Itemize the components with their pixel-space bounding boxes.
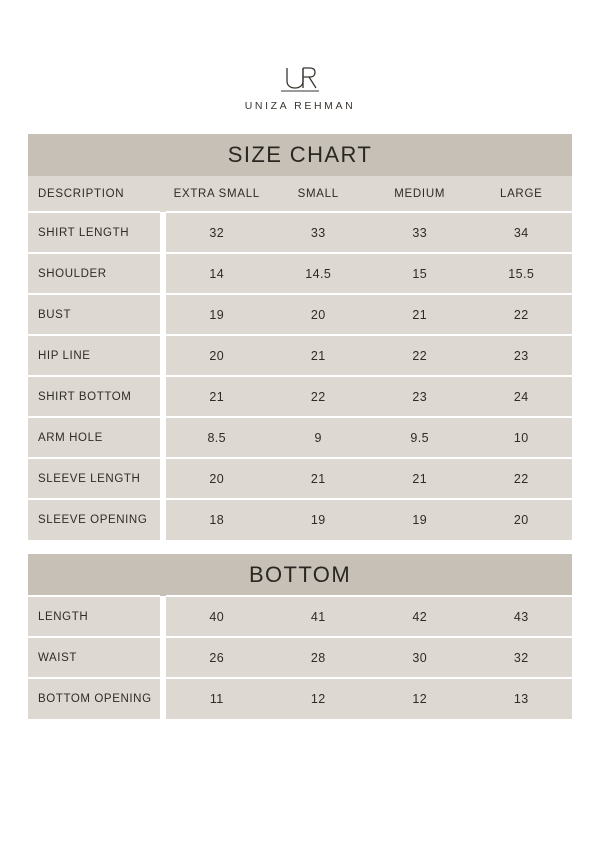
table-body — [28, 134, 572, 719]
row-label: SLEEVE OPENING — [28, 499, 160, 540]
row-value-m: 22 — [369, 335, 470, 376]
row-value-xs: 14 — [166, 253, 267, 294]
row-label: BOTTOM OPENING — [28, 678, 160, 719]
column-header-medium: MEDIUM — [369, 176, 470, 212]
row-value-l: 22 — [470, 294, 572, 335]
column-header-small: SMALL — [267, 176, 368, 212]
table-row — [28, 335, 572, 376]
row-label: LENGTH — [28, 596, 160, 637]
row-value-m: 19 — [369, 499, 470, 540]
row-label: SHOULDER — [28, 253, 160, 294]
row-label: HIP LINE — [28, 335, 160, 376]
monogram-ur-icon — [279, 66, 321, 92]
row-value-l: 15.5 — [470, 253, 572, 294]
row-value-l: 32 — [470, 637, 572, 678]
row-value-m: 12 — [369, 678, 470, 719]
row-value-l: 13 — [470, 678, 572, 719]
row-value-s: 9 — [267, 417, 368, 458]
row-value-s: 20 — [267, 294, 368, 335]
row-value-xs: 32 — [166, 212, 267, 253]
row-value-s: 19 — [267, 499, 368, 540]
row-label: SHIRT BOTTOM — [28, 376, 160, 417]
row-value-s: 22 — [267, 376, 368, 417]
row-value-xs: 26 — [166, 637, 267, 678]
row-value-m: 15 — [369, 253, 470, 294]
row-label: ARM HOLE — [28, 417, 160, 458]
row-value-l: 24 — [470, 376, 572, 417]
table-row — [28, 376, 572, 417]
section-title-row — [28, 554, 572, 596]
row-value-s: 28 — [267, 637, 368, 678]
row-value-xs: 8.5 — [166, 417, 267, 458]
table-row — [28, 212, 572, 253]
row-value-xs: 21 — [166, 376, 267, 417]
table-row — [28, 596, 572, 637]
table-row — [28, 253, 572, 294]
row-value-m: 33 — [369, 212, 470, 253]
row-value-m: 42 — [369, 596, 470, 637]
table-row — [28, 499, 572, 540]
row-value-m: 21 — [369, 458, 470, 499]
table-header-row — [28, 176, 572, 212]
row-value-xs: 18 — [166, 499, 267, 540]
row-value-xs: 20 — [166, 458, 267, 499]
column-header-description: DESCRIPTION — [28, 176, 160, 212]
row-value-s: 21 — [267, 335, 368, 376]
row-value-l: 23 — [470, 335, 572, 376]
table-row — [28, 417, 572, 458]
row-value-l: 22 — [470, 458, 572, 499]
row-value-m: 23 — [369, 376, 470, 417]
row-value-s: 33 — [267, 212, 368, 253]
row-value-s: 12 — [267, 678, 368, 719]
brand-name: UNIZA REHMAN — [244, 100, 356, 112]
row-value-l: 34 — [470, 212, 572, 253]
row-value-xs: 11 — [166, 678, 267, 719]
row-value-s: 41 — [267, 596, 368, 637]
row-value-s: 21 — [267, 458, 368, 499]
size-chart-table — [28, 134, 572, 719]
row-label: BUST — [28, 294, 160, 335]
row-value-s: 14.5 — [267, 253, 368, 294]
row-label: SLEEVE LENGTH — [28, 458, 160, 499]
row-label: SHIRT LENGTH — [28, 212, 160, 253]
column-header-extra-small: EXTRA SMALL — [166, 176, 267, 212]
row-value-l: 10 — [470, 417, 572, 458]
section-gap — [28, 540, 572, 554]
row-value-m: 9.5 — [369, 417, 470, 458]
section-title: SIZE CHART — [28, 134, 572, 176]
row-value-l: 43 — [470, 596, 572, 637]
row-value-l: 20 — [470, 499, 572, 540]
row-value-xs: 20 — [166, 335, 267, 376]
section-title-row — [28, 134, 572, 176]
row-label: WAIST — [28, 637, 160, 678]
table-row — [28, 637, 572, 678]
row-value-xs: 19 — [166, 294, 267, 335]
table-row — [28, 458, 572, 499]
table-row — [28, 294, 572, 335]
row-value-m: 30 — [369, 637, 470, 678]
section-title: BOTTOM — [28, 554, 572, 596]
row-value-m: 21 — [369, 294, 470, 335]
row-value-xs: 40 — [166, 596, 267, 637]
brand-header — [28, 0, 572, 112]
table-row — [28, 678, 572, 719]
column-header-large: LARGE — [470, 176, 572, 212]
